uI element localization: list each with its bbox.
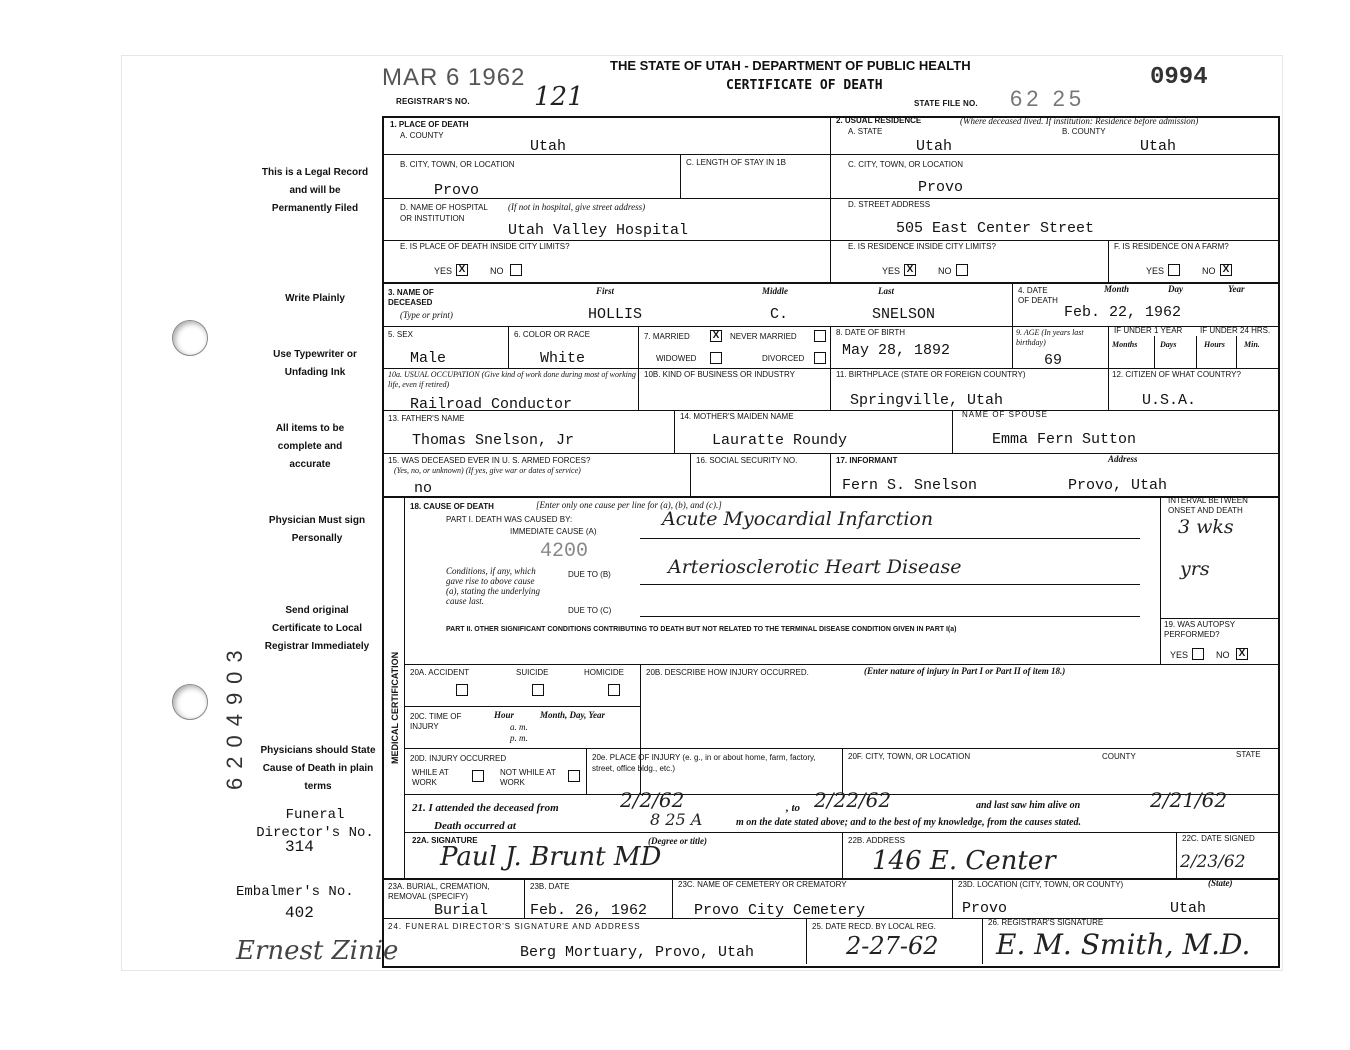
months-label: Months <box>1112 340 1138 349</box>
interval-label: INTERVAL BETWEEN ONSET AND DEATH <box>1168 496 1248 515</box>
registrar-signature-label: 26. REGISTRAR'S SIGNATURE <box>988 918 1104 927</box>
informant-label: 17. INFORMANT <box>836 456 898 465</box>
complete-note: All items to be complete and accurate <box>275 423 345 470</box>
death-inside-yes-checkbox[interactable]: X <box>456 264 468 276</box>
min-label: Min. <box>1244 340 1260 349</box>
attended-to-date: 2/22/62 <box>814 788 892 812</box>
res-inside-yes-checkbox[interactable]: X <box>904 264 916 276</box>
hour-label: Hour <box>494 710 515 720</box>
year-label: Year <box>1228 284 1245 294</box>
typewriter-note: Use Typewriter or Unfading Ink <box>273 349 357 378</box>
county-label: A. COUNTY <box>400 131 444 140</box>
race-value: White <box>540 350 586 367</box>
burial-label: 23A. BURIAL, CREMATION, REMOVAL (SPECIFY) <box>388 882 490 901</box>
time-of-injury-label: 20C. TIME OF INJURY <box>410 712 462 731</box>
not-while-at-work-label: NOT WHILE AT WORK <box>500 768 556 787</box>
injury-occurred-label: 20D. INJURY OCCURRED <box>410 754 507 763</box>
inside-city-label: E. IS PLACE OF DEATH INSIDE CITY LIMITS? <box>400 242 570 251</box>
occupation: Railroad Conductor <box>410 396 573 413</box>
farm-label: F. IS RESIDENCE ON A FARM? <box>1114 242 1229 251</box>
street-label: D. STREET ADDRESS <box>848 200 931 209</box>
funeral-director-label: Funeral Director's No. <box>256 807 374 841</box>
informant-name: Fern S. Snelson <box>842 477 978 494</box>
homicide-checkbox[interactable] <box>608 684 620 696</box>
cemetery-label: 23C. NAME OF CEMETERY OR CREMATORY <box>678 880 847 889</box>
birthplace: Springville, Utah <box>850 392 1004 409</box>
middle-name: C. <box>770 306 789 323</box>
last-saw-text: and last saw him alive on <box>976 800 1081 811</box>
business-label: 10B. KIND OF BUSINESS OR INDUSTRY <box>644 370 795 379</box>
birth-date: May 28, 1892 <box>842 342 951 359</box>
divorced-label: DIVORCED <box>762 354 805 363</box>
embalmer-label: Embalmer's No. <box>236 884 354 900</box>
spouse-label: NAME OF SPOUSE <box>962 410 1049 419</box>
age-value: 69 <box>1044 352 1063 369</box>
signature-label: 22A. SIGNATURE <box>412 836 478 845</box>
date-of-death: Feb. 22, 1962 <box>1064 304 1182 321</box>
widowed-checkbox[interactable] <box>710 352 722 364</box>
date-signed-label: 22C. DATE SIGNED <box>1182 834 1255 843</box>
physician-address: 146 E. Center <box>872 846 1056 876</box>
funeral-director-sig-label: 24. FUNERAL DIRECTOR'S SIGNATURE AND ADDRESS <box>388 922 641 931</box>
first-name-label: First <box>596 286 615 296</box>
mother-name: Lauratte Roundy <box>712 432 848 449</box>
death-county: Utah <box>530 138 567 155</box>
residence-street: 505 East Center Street <box>896 220 1095 237</box>
birth-date-label: 8. DATE OF BIRTH <box>836 328 906 337</box>
residence-note: (Where deceased lived. If institution: Residence before admission) <box>960 116 1199 126</box>
name-note: (Type or print) <box>400 310 453 320</box>
registrar-signature: E. M. Smith, M.D. <box>996 928 1251 961</box>
physician-address-label: 22B. ADDRESS <box>848 836 905 845</box>
sex-label: 5. SEX <box>388 330 413 339</box>
mother-label: 14. MOTHER'S MAIDEN NAME <box>680 412 794 421</box>
informant-address-label: Address <box>1108 454 1138 464</box>
while-at-work-label: WHILE AT WORK <box>412 768 449 787</box>
occupation-label: 10a. USUAL OCCUPATION (Give kind of work done during most of working life, even if retired) <box>388 370 636 389</box>
state-file-label: STATE FILE NO. <box>914 99 978 108</box>
divorced-checkbox[interactable] <box>814 352 826 364</box>
date-signed: 2/23/62 <box>1180 852 1246 872</box>
married-label: 7. MARRIED <box>644 332 690 341</box>
part-one-label: PART I. DEATH WAS CAUSED BY: <box>446 515 573 524</box>
accident-checkbox[interactable] <box>456 684 468 696</box>
spouse-name: Emma Fern Sutton <box>992 431 1137 448</box>
interval-a: 3 wks <box>1178 516 1234 538</box>
cause-note: [Enter only one cause per line for (a), (b), and (c).] <box>536 500 722 510</box>
armed-forces-note: (Yes, no, or unknown) (If yes, give war or dates of service) <box>394 466 581 475</box>
death-inside-no-checkbox[interactable] <box>510 264 522 276</box>
immediate-cause: Acute Myocardial Infarction <box>662 508 934 530</box>
death-occurred-text-2: m on the date stated above; and to the best of my knowledge, from the causes stated. <box>736 817 1081 828</box>
hospital-name: Utah Valley Hospital <box>508 222 689 239</box>
month-label: Month <box>1104 284 1130 294</box>
degree-title-note: (Degree or title) <box>648 836 707 846</box>
describe-injury-label: 20B. DESCRIBE HOW INJURY OCCURRED. <box>646 668 809 677</box>
residence-county: Utah <box>1140 138 1177 155</box>
death-occurred-text: Death occurred at <box>434 820 516 832</box>
due-to-b-label: DUE TO (B) <box>568 570 611 579</box>
res-inside-yes-label: YES <box>882 266 901 276</box>
death-city: Provo <box>434 182 480 199</box>
sex-value: Male <box>410 350 447 367</box>
last-saw-date: 2/21/62 <box>1150 788 1228 812</box>
burial-method: Burial <box>434 902 489 919</box>
farm-yes-label: YES <box>1146 266 1165 276</box>
burial-state-label: (State) <box>1208 878 1233 888</box>
day-label: Day <box>1168 284 1183 294</box>
legal-record-note: This is a Legal Record and will be Permanently Filed <box>261 167 369 214</box>
embalmer-number: 402 <box>285 904 314 922</box>
not-while-at-work-checkbox[interactable] <box>568 770 580 782</box>
burial-state: Utah <box>1170 900 1207 917</box>
punch-hole <box>172 320 208 356</box>
never-married-label: NEVER MARRIED <box>730 332 797 341</box>
while-at-work-checkbox[interactable] <box>472 770 484 782</box>
hospital-label: D. NAME OF HOSPITAL OR INSTITUTION <box>400 203 488 223</box>
injury-state-label: STATE <box>1236 750 1261 759</box>
father-name: Thomas Snelson, Jr <box>412 432 575 449</box>
farm-no-label: NO <box>1202 266 1216 276</box>
suicide-checkbox[interactable] <box>532 684 544 696</box>
date-received-label: 25. DATE RECD. BY LOCAL REG. <box>812 922 936 931</box>
physician-sign-note: Physician Must sign Personally <box>268 515 366 544</box>
attended-from-date: 2/2/62 <box>620 788 685 812</box>
conditions-note: Conditions, if any, which gave rise to above cause (a), stating the underlying cause last. <box>446 566 540 606</box>
informant-address: Provo, Utah <box>1068 477 1168 494</box>
describe-injury-note: (Enter nature of injury in Part I or Part II of item 18.) <box>864 666 1066 676</box>
death-inside-no-label: NO <box>490 266 504 276</box>
mdy-label: Month, Day, Year <box>540 710 606 720</box>
burial-location-label: 23D. LOCATION (CITY, TOWN, OR COUNTY) <box>958 880 1124 889</box>
burial-date: Feb. 26, 1962 <box>530 902 648 919</box>
widowed-label: WIDOWED <box>656 354 697 363</box>
immediate-cause-label: IMMEDIATE CAUSE (A) <box>510 527 597 536</box>
armed-forces-value: no <box>414 480 433 497</box>
death-city-label: B. CITY, TOWN, OR LOCATION <box>400 160 515 169</box>
hospital-note: (If not in hospital, give street address) <box>508 202 646 212</box>
attended-text: 21. I attended the deceased from <box>412 802 559 814</box>
vertical-id-number: 6204903 <box>222 641 247 790</box>
race-label: 6. COLOR OR RACE <box>514 330 591 339</box>
injury-city-label: 20F. CITY, TOWN, OR LOCATION <box>848 752 971 761</box>
last-name-label: Last <box>878 286 895 296</box>
married-checkbox[interactable]: X <box>710 330 722 342</box>
cemetery-name: Provo City Cemetery <box>694 902 866 919</box>
farm-no-checkbox[interactable]: X <box>1220 264 1232 276</box>
autopsy-no-label: NO <box>1216 650 1230 660</box>
suicide-label: SUICIDE <box>516 668 549 677</box>
place-of-death-label: 1. PLACE OF DEATH <box>390 120 469 129</box>
death-occurred-time: 8 25 A <box>650 810 703 829</box>
attended-to-word: , to <box>786 802 801 814</box>
embalmer-signature: Ernest Zinie <box>236 936 399 966</box>
res-state-label: A. STATE <box>848 127 883 136</box>
res-inside-no-label: NO <box>938 266 952 276</box>
res-inside-no-checkbox[interactable] <box>956 264 968 276</box>
cause-plain-terms-note: Physicians should State Cause of Death in plain terms <box>260 745 376 792</box>
accident-label: 20A. ACCIDENT <box>410 668 470 677</box>
autopsy-yes-checkbox[interactable] <box>1192 648 1204 660</box>
citizenship: U.S.A. <box>1142 392 1197 409</box>
res-county-label: B. COUNTY <box>1062 127 1106 136</box>
funeral-director-number: 314 <box>285 838 314 856</box>
place-of-injury-label: 20e. PLACE OF INJURY (e. g., in or about home, farm, factory, street, office bldg., etc.) <box>592 753 816 773</box>
pm-label: p. m. <box>510 733 528 743</box>
hours-label: Hours <box>1204 340 1225 349</box>
medical-certification-label: MEDICAL CERTIFICATION <box>390 651 400 764</box>
due-to-b: Arteriosclerotic Heart Disease <box>668 556 962 578</box>
citizen-label: 12. CITIZEN OF WHAT COUNTRY? <box>1112 370 1241 379</box>
length-of-stay-label: C. LENGTH OF STAY IN 1B <box>686 158 787 167</box>
farm-yes-checkbox[interactable] <box>1168 264 1180 276</box>
date-received: 2-27-62 <box>846 932 939 960</box>
burial-city: Provo <box>962 900 1008 917</box>
birthplace-label: 11. BIRTHPLACE (STATE OR FOREIGN COUNTRY) <box>836 370 1026 379</box>
never-married-checkbox[interactable] <box>814 330 826 342</box>
residence-city: Provo <box>918 179 964 196</box>
under-one-year-label: IF UNDER 1 YEAR <box>1114 326 1183 335</box>
write-plainly-note: Write Plainly <box>285 293 345 304</box>
punch-hole <box>172 684 208 720</box>
physician-signature: Paul J. Brunt MD <box>440 842 662 872</box>
autopsy-label: 19. WAS AUTOPSY PERFORMED? <box>1164 620 1235 639</box>
father-label: 13. FATHER'S NAME <box>388 414 465 423</box>
certificate-title: CERTIFICATE OF DEATH <box>726 78 883 93</box>
part-two-label: PART II. OTHER SIGNIFICANT CONDITIONS CONTRIBUTING TO DEATH BUT NOT RELATED TO THE TERMINAL DISEASE CONDITION GIVEN IN PART I(a) <box>446 626 957 633</box>
document-number: 0994 <box>1150 64 1208 91</box>
res-inside-city-label: E. IS RESIDENCE INSIDE CITY LIMITS? <box>848 242 996 251</box>
cause-code: 4200 <box>540 540 589 563</box>
armed-forces-label: 15. WAS DECEASED EVER IN U. S. ARMED FORCES? <box>388 456 591 465</box>
res-city-label: C. CITY, TOWN, OR LOCATION <box>848 160 963 169</box>
interval-b: yrs <box>1180 558 1210 580</box>
registrars-no-label: REGISTRAR'S NO. <box>396 97 470 106</box>
middle-name-label: Middle <box>762 286 788 296</box>
registrars-no: 121 <box>534 82 584 112</box>
age-label: 9. AGE (In years last birthday) <box>1016 328 1084 347</box>
due-to-c-label: DUE TO (C) <box>568 606 612 615</box>
state-file-number: 62 25 <box>1010 86 1086 111</box>
date-stamp: MAR 6 1962 <box>382 64 526 91</box>
first-name: HOLLIS <box>588 306 643 323</box>
cause-of-death-label: 18. CAUSE OF DEATH <box>410 502 494 511</box>
burial-date-label: 23B. DATE <box>530 882 570 891</box>
state-title: THE STATE OF UTAH - DEPARTMENT OF PUBLIC HEALTH <box>610 58 971 73</box>
last-name: SNELSON <box>872 306 936 323</box>
deceased-name-label: 3. NAME OF DECEASED <box>388 288 434 307</box>
autopsy-no-checkbox[interactable]: X <box>1236 648 1248 660</box>
am-label: a. m. <box>510 722 528 732</box>
ssn-label: 16. SOCIAL SECURITY NO. <box>696 456 798 465</box>
injury-county-label: COUNTY <box>1102 752 1136 761</box>
death-inside-yes-label: YES <box>434 266 453 276</box>
residence-state: Utah <box>916 138 953 155</box>
homicide-label: HOMICIDE <box>584 668 624 677</box>
funeral-director: Berg Mortuary, Provo, Utah <box>520 944 755 961</box>
under-24-hrs-label: IF UNDER 24 HRS. <box>1200 326 1271 335</box>
date-of-death-label: 4. DATE OF DEATH <box>1018 286 1058 305</box>
autopsy-yes-label: YES <box>1170 650 1189 660</box>
send-original-note: Send original Certificate to Local Registrar Immediately <box>264 605 370 652</box>
days-label: Days <box>1160 340 1177 349</box>
usual-residence-label: 2. USUAL RESIDENCE <box>836 116 922 125</box>
